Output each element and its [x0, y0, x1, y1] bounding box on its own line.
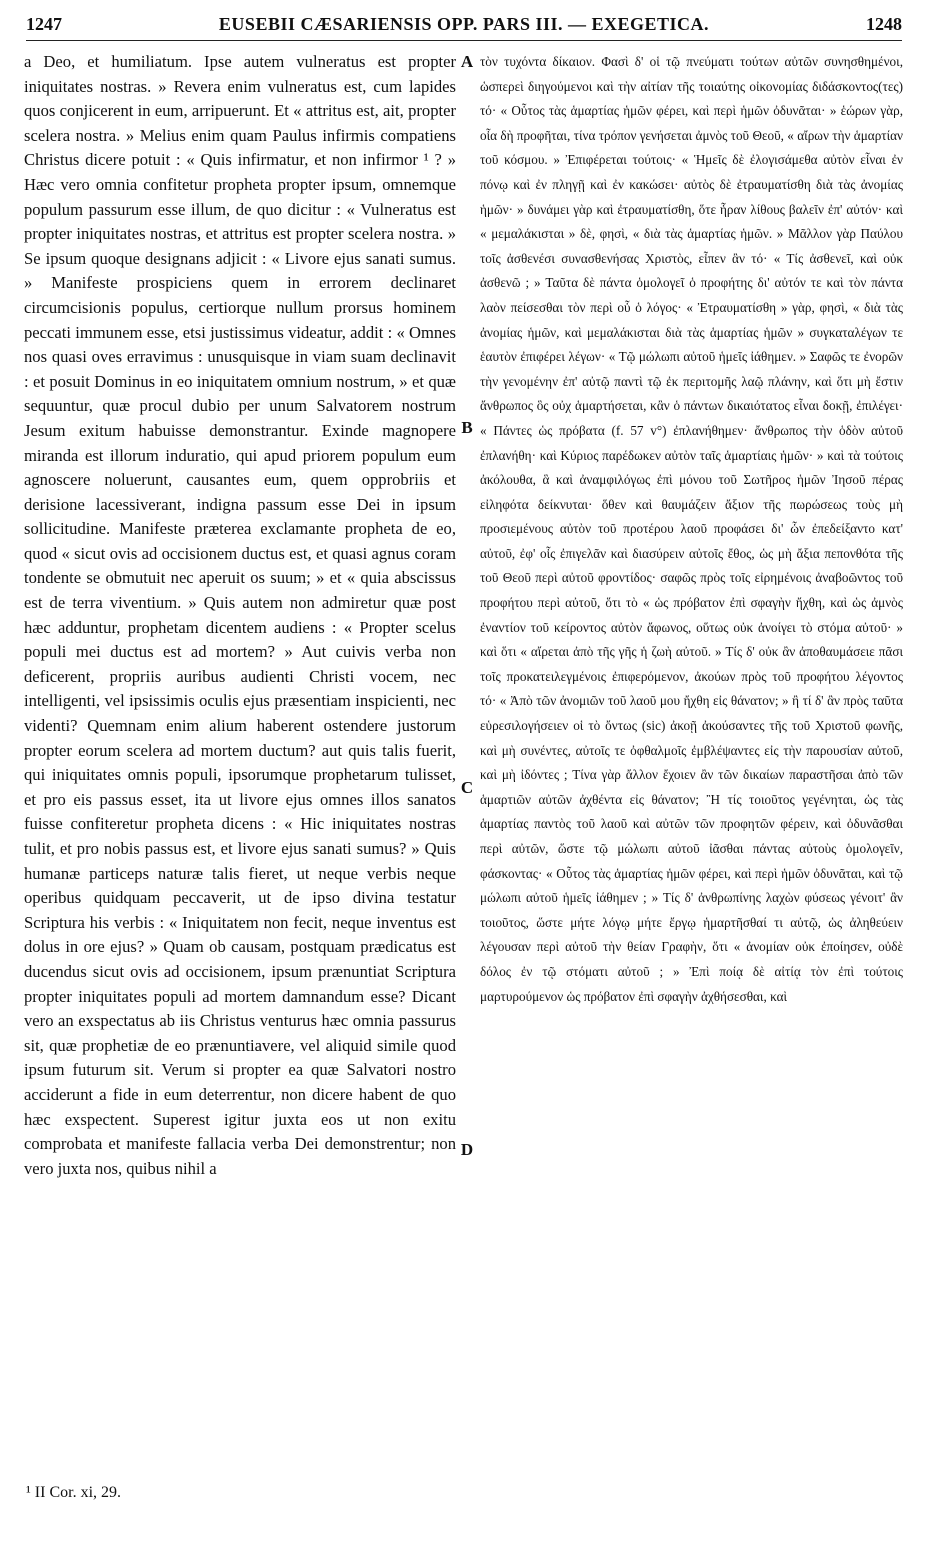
- latin-text: a Deo, et humiliatum. Ipse autem vulneratus est propter iniquitates nostras. » Revera enim vulneratus est, cum lapides quos conjicerent in eum, arripuerunt. Et « attritus est, ait, propter scelera nostra. » Melius enim quam Paulus infirmis compatiens Christus dicere potuit : « Quis infirmatur, et non infirmor ¹ ? » Hæc vero omnia confitetur propheta propter ipsum, omnemque populum passurum esse illum, de quo dicitur : « Vulneratus est propter iniquitates nostras, et attritus est propter scelera nostra. » Se ipsum quoque designans adjicit : « Livore ejus sanati sumus. » Manifeste prospiciens quem in errorem declinaret circumcisionis populus, certiorque nullum prorsus hominem peccati immunem esse, etsi justissimus videatur, addit : « Omnes nos quasi oves erravimus : unusquisque in viam suam declinavit : et posuit Dominus in eo iniquitatem omnium nostrum, » et quæ sequuntur, quæ procul dubio per unum Salvatorem nostrum Jesum exitum habuisse demonstrantur. Exinde magnopere miranda est illorum induratio, qui apud priorem populum eum agnoscere noluerunt, causantes eum, quem opprobriis et derisione lacessiverant, indigna passum esse Dei in ipsum sollicitudine. Manifeste præterea exclamante propheta de eo, quod « sicut ovis ad occisionem ductus est, et quasi agnus coram tondente se obmutuit nec aperuit os suum; » et « quia abscissus est de terra viventium. » Quis autem non admiretur quæ post hæc adduntur, prophetam dicentem audiens : « Propter scelus populi mei ductus est ad mortem? » Aut cuivis verba non deficerent, propriis auribus audienti Christi vocem, nec intelligenti, vel ipsissimis oculis ejus præsentiam inspicienti, nec videnti? Quemnam enim alium haberent ostendere justorum propter eorum scelera ad mortem ductum? aut quis talis fuerit, qui iniquitates omnis populi, ipsorumque prophetarum tulisset, et pro eis passus esset, ita ut livore ejus omnes illos sanatos fuisse confiteretur propheta dicens : « Hic iniquitates nostras tulit, et pro nobis passus est, et livore ejus sanati sumus? » Quis humanæ particeps naturæ talis fieret, ut neque verbis neque operibus quidquam peccaverit, ut de ipso divina testatur Scriptura his verbis : « Iniquitatem non fecit, neque inventus est dolus in ore ejus? » Quam ob causam, postquam prædicatus est ducendus sicut ovis ad occisionem, ipsum prænuntiat Scriptura propter iniquitates populi ad mortem damnandum esse? Dicant vero an exspectatus ab iis Christus venturus hæc omnia passurus sit, quæ prophetiæ de eo prænuntiavere, vel aliquid simile quod ipsum futurum sit. Verum si propter ea quæ Salvatori nostro acciderunt a fide in eum deterrentur, non dicere habent de quo hæc exspectent. Superest igitur juxta eos ut non exitu comprobata et manifeste fallacia verba Dei demonstrentur; non vero juxta nos, quibus nihil a: [24, 52, 456, 1178]
- running-title: EUSEBII CÆSARIENSIS OPP. PARS III. — EXEGETICA.: [218, 14, 710, 34]
- latin-column: [24, 50, 456, 1480]
- running-head: [26, 14, 902, 41]
- margin-marker-d: D: [460, 1140, 474, 1159]
- margin-marker-c: C: [460, 778, 474, 797]
- margin-marker-a: A: [460, 52, 474, 71]
- greek-column: [480, 50, 903, 1480]
- margin-marker-b: B: [461, 418, 473, 437]
- right-page-number: 1248: [866, 14, 902, 34]
- footnote: ¹ II Cor. xi, 29.: [26, 1484, 122, 1501]
- greek-text: τὸν τυχόντα δίκαιον. Φασὶ δ' οἱ τῷ πνεύματι τούτων αὐτῶν συνησθημένοι, ὡσπερεὶ διηγούμενοι καὶ τὴν αἰτίαν τῆς τοιαύτης οἰκονομίας διδάσκοντος(τες) τό· « Οὗτος τὰς ἁμαρτίας ἡμῶν φέρει, καὶ περὶ ἡμῶν ὀδυνᾶται· » ἑώρων γὰρ, οἷα δὴ προφῆται, τίνα τρόπον γενήσεται ἀμνὸς τοῦ Θεοῦ, « αἴρων τὴν ἁμαρτίαν τοῦ κόσμου. » Ἐπιφέρεται τούτοις· « Ἡμεῖς δὲ ἐλογισάμεθα αὐτὸν εἶναι ἐν πόνῳ καὶ ἐν πληγῇ καὶ ἐν κακώσει· αὐτὸς δὲ ἐτραυματίσθη διὰ τὰς ἀνομίας ἡμῶν· » δυνάμει γὰρ καὶ ἐτραυματίσθη, ὅτε ἦραν λίθους βαλεῖν ἐπ' αὐτόν· καὶ « μεμαλάκισται » δὲ, φησὶ, « διὰ τὰς ἁμαρτίας ἡμῶν. » Μᾶλλον γὰρ Παύλου τοῖς ἀσθενέσι συνασθενήσας Χριστὸς, εἶπεν ἂν τό· « Τίς ἀσθενεῖ, καὶ οὐκ ἀσθενῶ ; » Ταῦτα δὲ πάντα ὁμολογεῖ ὁ προφήτης δι' αὐτόν τε καὶ τὸν πάντα λαὸν πείσεσθαι τὸν περὶ οὗ ὁ λόγος· « Ἐτραυματίσθη » γὰρ, φησὶ, « διὰ τὰς ἀνομίας ἡμῶν, καὶ μεμαλάκισται διὰ τὰς ἁμαρτίας ἡμῶν » συγκαταλέγων τε ἑαυτὸν ἐπιφέρει λέγων· « Τῷ μώλωπι αὐτοῦ ἡμεῖς ἰάθημεν. » Σαφῶς τε ἐνορῶν τὴν γενομένην ἐπ' αὐτῷ παντὶ τῷ ἐκ περιτομῆς λαῷ πλάνην, καὶ ὅτι μὴ ἔστιν ἄνθρωπος ὃς οὐχ ἁμαρτήσεται, κἂν ὁ πάντων δικαιότατος εἶναι δοκῇ, ἐπιλέγει· « Πάντες ὡς πρόβατα (f. 57 v°) ἐπλανήθημεν· ἄνθρωπος τὴν ὁδὸν αὐτοῦ ἐπλανήθη· καὶ Κύριος παρέδωκεν αὐτὸν ταῖς ἁμαρτίαις ἡμῶν· » καὶ τὰ τούτοις ἀκόλουθα, ἃ καὶ ἀναμφιλόγως ἐπὶ μόνου τοῦ Σωτῆρος ἡμῶν Ἰησοῦ πέρας εἰληφότα δείκνυται· ὅθεν καὶ θαυμάζειν ἄξιον τῆς πωρώσεως τοὺς μὴ προσιεμένους αὐτὸν τοῦ προτέρου λαοῦ προφάσει δι' ὧν ἐπεδείξαντο κατ' αὐτοῦ, ἐφ' οἷς ἐπιγελᾶν καὶ διασύρειν αὐτοῖς ἔθος, ὡς μὴ ἄξια πεπονθότα τῆς τοῦ Θεοῦ περὶ αὐτοῦ φροντίδος· σαφῶς πρὸς τοῖς εἰρημένοις ἀναβοῶντος τοῦ προφήτου περὶ αὐτοῦ, ὅτι τὸ « ὡς πρόβατον ἐπὶ σφαγὴν ἤχθη, καὶ ὡς ἀμνὸς ἐναντίον τοῦ κείροντος αὐτὸν ἄφωνος, οὕτως οὐκ ἀνοίγει τὸ στόμα αὐτοῦ· » καὶ ὅτι « αἴρεται ἀπὸ τῆς γῆς ἡ ζωὴ αὐτοῦ. » Τίς δ' οὐκ ἂν ἀποθαυμάσειε πᾶσι τοῖς προκατειλεγμένοις ἐπιφερόμενον, ἀκούων πρὸς τοῦ προφήτου λέγοντος τό· « Ἀπὸ τῶν ἀνομιῶν τοῦ λαοῦ μου ἤχθη εἰς θάνατον; » ἢ τί δ' ἂν πρὸς ταῦτα εὑρεσιλογήσειεν οἱ τὸ ὄντως (sic) ἀκοῇ ἀκούσαντες τῆς τοῦ Χριστοῦ φωνῆς, καὶ μὴ συνέντες, αὐτοῖς τε ὀφθαλμοῖς ἐμβλέψαντες εἰς τὴν παρουσίαν αὐτοῦ, καὶ μὴ ἰδόντες ; Τίνα γὰρ ἄλλον ἔχοιεν ἂν τῶν δικαίων παραστῆσαι ἀπὸ τῶν ἁμαρτιῶν αὐτῶν ἀχθέντα εἰς θάνατον; Ἢ τίς τοιοῦτος γεγένηται, ὡς τὰς ἁμαρτίας παντὸς τοῦ λαοῦ καὶ αὐτῶν τῶν προφητῶν φέρειν, καὶ ὀδυνᾶσθαι περὶ αὐτῶν, ὥστε τῷ μώλωπι αὐτοῦ ἰᾶσθαι πάντας αὐτοὺς ὁμολογεῖν, φάσκοντας· « Οὗτος τὰς ἁμαρτίας ἡμῶν φέρει, καὶ περὶ ἡμῶν ὀδυνᾶται, καὶ τῷ μώλωπι αὐτοῦ ἡμεῖς ἰάθημεν ; » Τίς δ' ἀνθρωπίνης λαχὼν φύσεως γένοιτ' ἂν τοιοῦτος, ὥστε μήτε λόγῳ μήτε ἔργῳ ἡμαρτῆσθαί τι αὐτῷ, ὡς ἀληθεύειν λέγουσαν περὶ αὐτοῦ τὴν θείαν Γραφὴν, ὅτι « ἀνομίαν οὐκ ἐποίησεν, οὐδὲ δόλος ἐν τῷ στόματι αὐτοῦ ; » Ἐπὶ ποίᾳ δὲ αἰτίᾳ τὸν ἐπὶ τούτοις μαρτυρούμενον ὡς πρόβατον ἐπὶ σφαγὴν ἀχθήσεσθαι, καὶ: [480, 54, 903, 1004]
- left-page-number: 1247: [26, 14, 62, 34]
